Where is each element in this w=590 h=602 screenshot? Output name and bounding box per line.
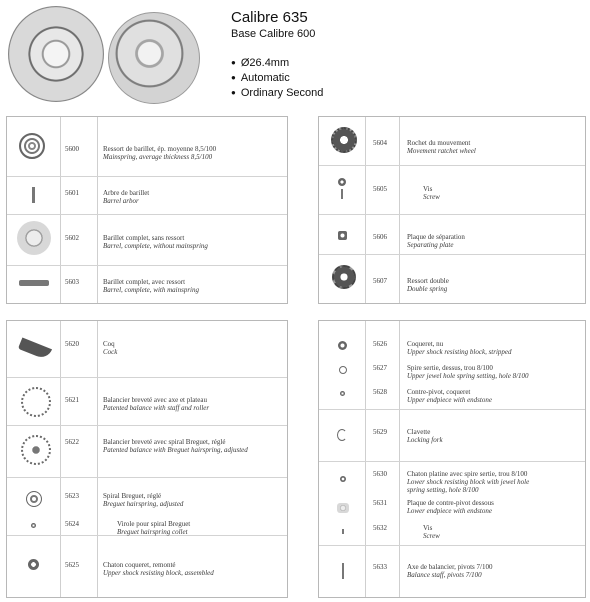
barrel-arbor-image: [32, 187, 35, 203]
movement-dial-side-photo: [8, 6, 104, 102]
screw-stem-image: [341, 189, 343, 199]
parts-panel-top-left: 5600 Ressort de barillet, ép. moyenne 8,5/100 Mainspring, average thickness 8,5/100 5601 Arbre de barillet Barrel arbor 5602 Barillet complet, sans ressort Barrel, complete, without mainspring 5603 Barillet complet, avec ressort Barrel, complete, with mainspring: [6, 116, 288, 304]
screw-image: [338, 178, 346, 186]
shock-block-stripped-image: [338, 341, 347, 350]
page-title: Calibre 635: [231, 9, 308, 26]
upper-endpiece-image: [340, 391, 345, 396]
balance-with-hairspring-image: [21, 435, 51, 465]
barrel-with-mainspring-image: [19, 280, 49, 286]
balance-with-staff-image: [21, 387, 51, 417]
lower-endpiece-image: [337, 503, 349, 513]
screw-image: [342, 529, 344, 534]
locking-fork-image: [337, 429, 347, 441]
movement-bridge-side-photo: [108, 12, 200, 104]
lower-shock-block-image: [340, 476, 346, 482]
parts-panel-bottom-right: 5626 Coqueret, nu Upper shock resisting block, stripped 5627 Spire sertie, dessus, trou 8/100 Upper jewel hole spring setting, hole 8/100 5628 Contre-pivot, coqueret Upper endpiece with endstone 5629 Clavette Locking fork 5630 Chaton platine avec spire sertie, trou 8/100 Lower shock resisting block with jewel hole spring setting, hole 8/100 5631 Plaque de contre-pivot dessous Lower endpiece with endstone 5632 Vis Screw 5633 Axe de balancier, pivots 7/100 Balance staff, pivots 7/100: [318, 320, 586, 598]
breguet-hairspring-image: [26, 491, 42, 507]
ratchet-wheel-image: [331, 127, 357, 153]
shock-block-image: [28, 559, 39, 570]
parts-panel-bottom-left: 5620 Coq Cock 5621 Balancier breveté avec axe et plateau Patented balance with staff and roller 5622 Balancier breveté avec spiral Breguet, réglé Patented balance with Breguet hairspring, adjusted 5623 Spiral Breguet, réglé Breguet hairspring, adjusted 5624 Virole pour spiral Breguet Breguet hairspring collet 5625 Chaton coqueret, remonté Upper shock resisting block, assembled: [6, 320, 288, 598]
balance-staff-image: [342, 563, 344, 579]
separating-plate-image: [338, 231, 347, 240]
double-spring-image: [332, 265, 356, 289]
spec-list: [231, 56, 323, 101]
spec-item: ● Ø26.4mm: [231, 56, 323, 71]
balance-cock-image: [18, 337, 52, 360]
mainspring-image: [19, 133, 45, 159]
barrel-image: [17, 221, 51, 255]
hairspring-collet-image: [31, 523, 36, 528]
page-subtitle: Base Calibre 600: [231, 28, 316, 40]
spec-item: ● Automatic: [231, 71, 323, 86]
jewel-spring-image: [339, 366, 347, 374]
spec-item: ● Ordinary Second: [231, 86, 323, 101]
parts-panel-top-right: 5604 Rochet du mouvement Movement ratchet wheel 5605 Vis Screw 5606 Plaque de séparation Separating plate 5607 Ressort double Double spring: [318, 116, 586, 304]
